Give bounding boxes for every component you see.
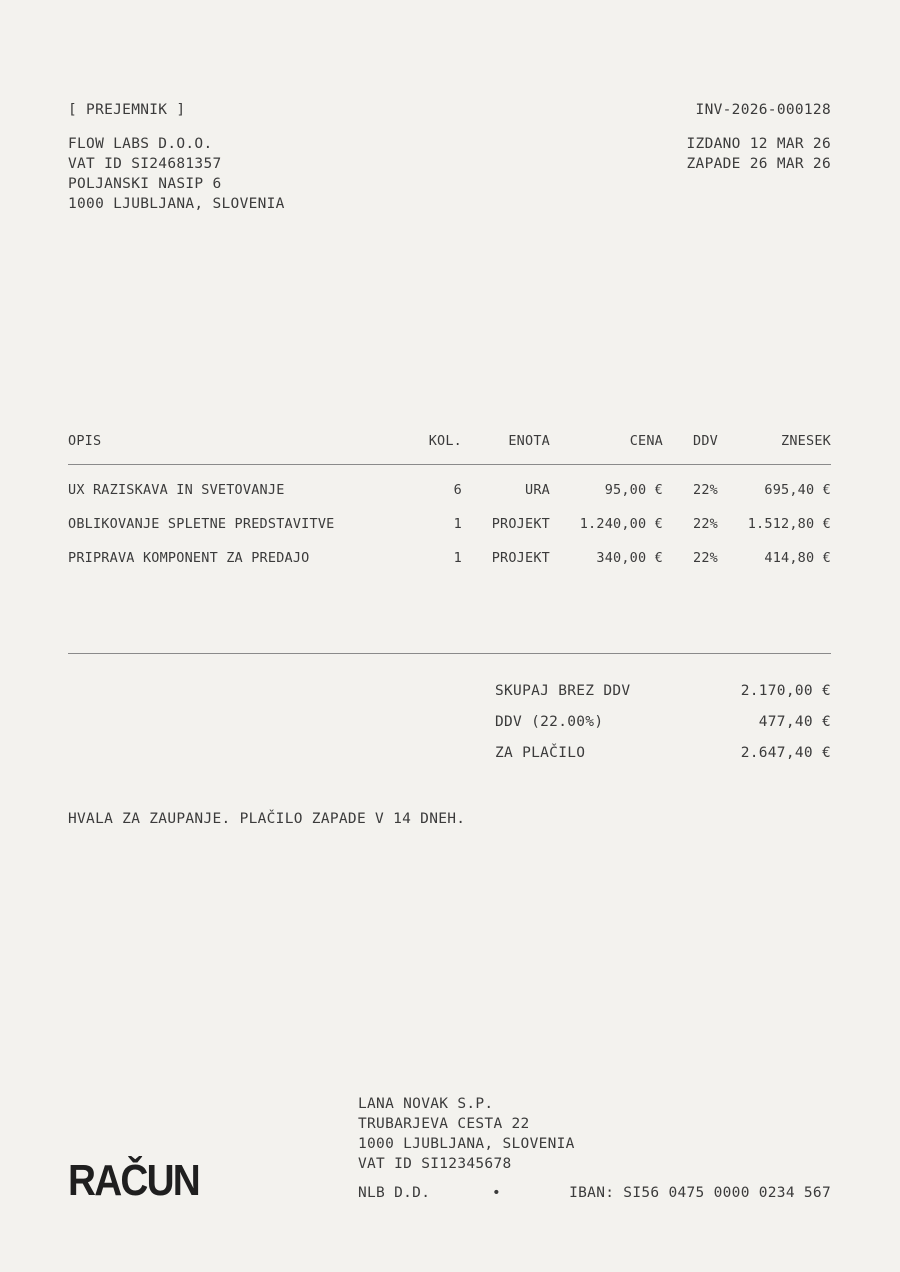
recipient-heading: [ PREJEMNIK ] — [68, 102, 186, 118]
item-quantity: 6 — [453, 482, 462, 498]
recipient-address — [68, 134, 285, 214]
recipient-street: POLJANSKI NASIP 6 — [68, 176, 222, 192]
payment-note: HVALA ZA ZAUPANJE. PLAČILO ZAPADE V 14 DNEH. — [68, 811, 466, 827]
vat-total-row — [495, 714, 831, 745]
sender-street: TRUBARJEVA CESTA 22 — [358, 1116, 530, 1132]
invoice-number: INV-2026-000128 — [695, 102, 831, 118]
recipient-vat-id: VAT ID SI24681357 — [68, 156, 222, 172]
table-header-row — [68, 430, 831, 465]
vat-total-value: 477,40 € — [758, 714, 831, 730]
bullet-separator: • — [492, 1185, 501, 1201]
item-quantity: 1 — [453, 550, 462, 566]
item-unit: URA — [525, 482, 550, 498]
amount-due-value: 2.647,40 € — [740, 745, 831, 761]
item-vat: 22% — [693, 550, 718, 566]
iban: IBAN: SI56 0475 0000 0234 567 — [569, 1185, 831, 1201]
amount-due-label: ZA PLAČILO — [495, 745, 586, 761]
header-description: OPIS — [68, 433, 102, 449]
sender-city: 1000 LJUBLJANA, SLOVENIA — [358, 1136, 575, 1152]
header-amount: ZNESEK — [781, 433, 831, 449]
item-amount: 695,40 € — [764, 482, 831, 498]
item-description: OBLIKOVANJE SPLETNE PREDSTAVITVE — [68, 516, 335, 532]
totals-divider — [68, 653, 831, 654]
table-row — [68, 547, 831, 581]
item-unit: PROJEKT — [491, 550, 550, 566]
item-unit: PROJEKT — [491, 516, 550, 532]
header-unit: ENOTA — [508, 433, 550, 449]
sender-vat-id: VAT ID SI12345678 — [358, 1156, 512, 1172]
item-amount: 1.512,80 € — [747, 516, 831, 532]
header-quantity: KOL. — [428, 433, 462, 449]
sender-address — [358, 1094, 575, 1174]
table-row — [68, 513, 831, 547]
item-description: PRIPRAVA KOMPONENT ZA PREDAJO — [68, 550, 310, 566]
bank-name: NLB D.D. — [358, 1185, 431, 1201]
subtotal-row — [495, 683, 831, 714]
invoice-dates — [687, 134, 831, 174]
item-description: UX RAZISKAVA IN SVETOVANJE — [68, 482, 285, 498]
sender-name: LANA NOVAK S.P. — [358, 1096, 494, 1112]
recipient-city: 1000 LJUBLJANA, SLOVENIA — [68, 196, 285, 212]
due-date: ZAPADE 26 MAR 26 — [686, 156, 831, 172]
item-price: 95,00 € — [604, 482, 663, 498]
item-quantity: 1 — [453, 516, 462, 532]
header-vat: DDV — [693, 433, 718, 449]
item-vat: 22% — [693, 482, 718, 498]
recipient-company: FLOW LABS D.O.O. — [68, 136, 213, 152]
header-price: CENA — [629, 433, 663, 449]
subtotal-value: 2.170,00 € — [740, 683, 831, 699]
line-items-table — [68, 430, 831, 581]
item-price: 1.240,00 € — [579, 516, 663, 532]
table-body — [68, 465, 831, 581]
item-vat: 22% — [693, 516, 718, 532]
table-row — [68, 479, 831, 513]
issue-date: IZDANO 12 MAR 26 — [686, 136, 831, 152]
item-price: 340,00 € — [596, 550, 663, 566]
document-title: RAČUN — [68, 1156, 200, 1205]
subtotal-label: SKUPAJ BREZ DDV — [495, 683, 631, 699]
totals-block — [495, 683, 831, 776]
item-amount: 414,80 € — [764, 550, 831, 566]
amount-due-row — [495, 745, 831, 776]
vat-total-label: DDV (22.00%) — [495, 714, 604, 730]
